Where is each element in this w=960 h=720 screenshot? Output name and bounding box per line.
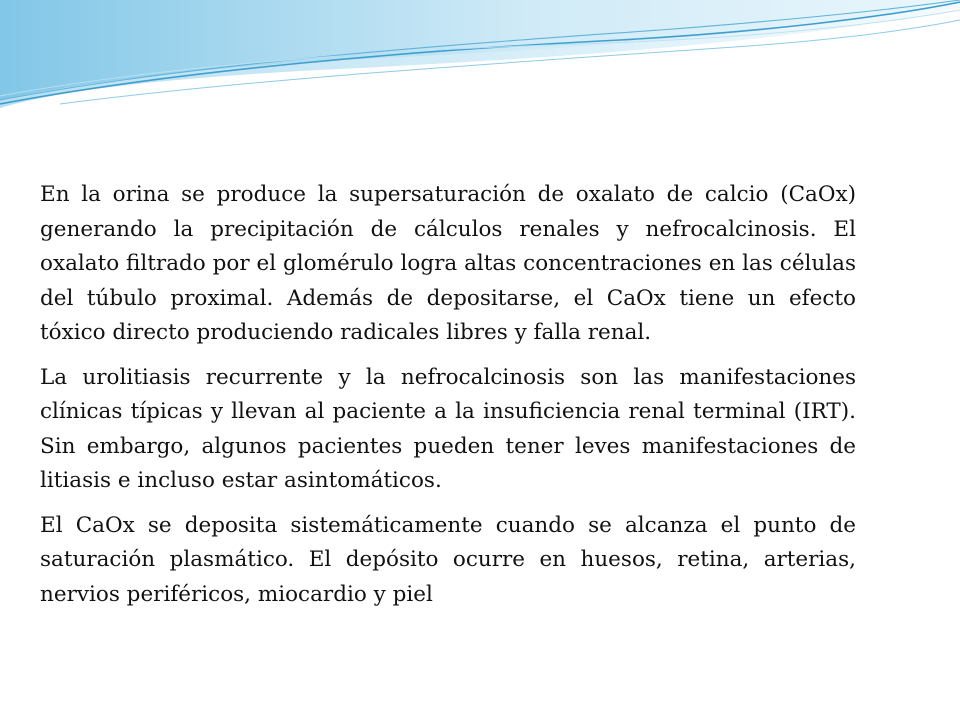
wave-header-decoration — [0, 0, 960, 130]
paragraph-3: El CaOx se deposita sistemáticamente cuando se alcanza el punto de saturación plasmático. El depósito ocurre en huesos, retina, arterias, nervios periféricos, miocardio y piel — [40, 512, 856, 607]
wave-band-front — [0, 0, 960, 100]
slide-body — [40, 178, 856, 622]
paragraph-1: En la orina se produce la supersaturación de oxalato de calcio (CaOx) generando la precipitación de cálculos renales y nefrocalcinosis. El oxalato filtrado por el glomérulo logra altas concentraciones en las células del túbulo proximal. Además de depositarse, el CaOx tiene un efecto tóxico directo produciendo radicales libres y falla renal. — [40, 182, 856, 345]
paragraph-2: La urolitiasis recurrente y la nefrocalcinosis son las manifestaciones clínicas típicas y llevan al paciente a la insuficiencia renal terminal (IRT). Sin embargo, algunos pacientes pueden tener leves manifestaciones de litiasis e incluso estar asintomáticos. — [40, 364, 856, 493]
